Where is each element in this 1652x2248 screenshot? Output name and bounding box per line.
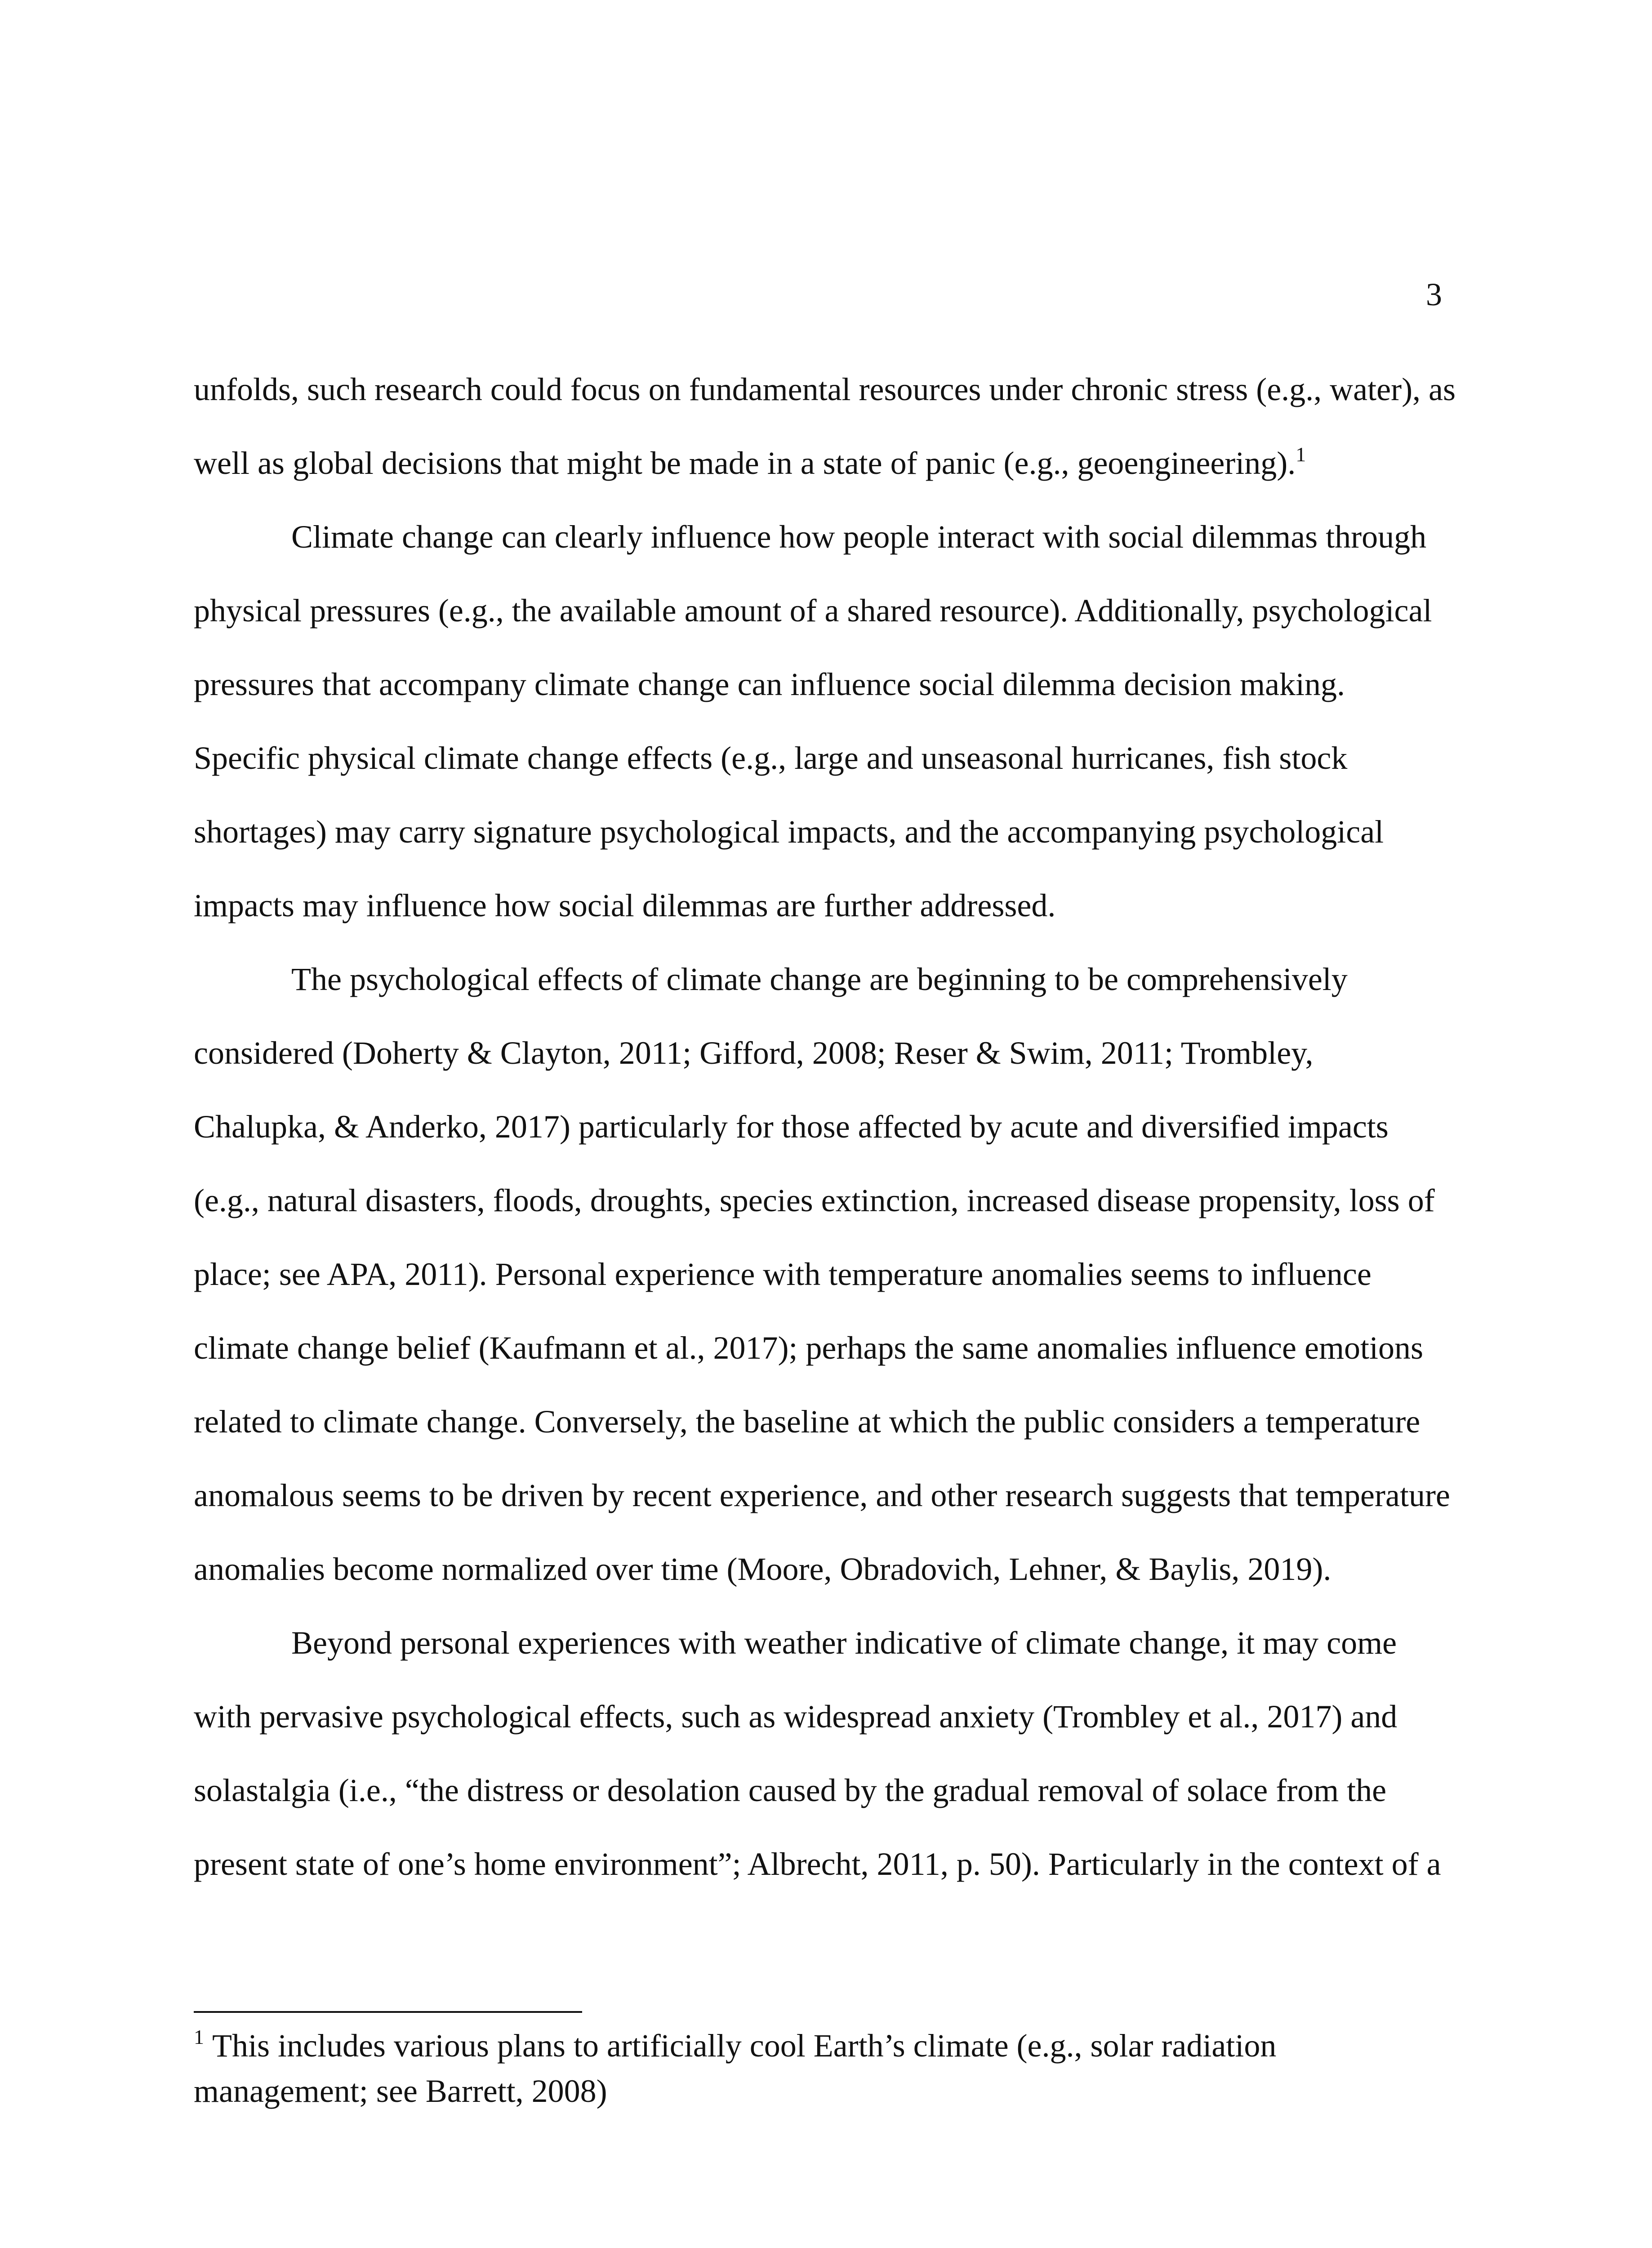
text-line: considered (Doherty & Clayton, 2011; Gifford, 2008; Reser & Swim, 2011; Trombley, — [194, 1035, 1314, 1071]
text-line: climate change belief (Kaufmann et al., 2017); perhaps the same anomalies influence emotions — [194, 1330, 1423, 1366]
text-line: physical pressures (e.g., the available amount of a shared resource). Additionally, psychological — [194, 593, 1432, 629]
body-text — [194, 352, 1461, 1901]
paragraph — [194, 1606, 1461, 1901]
text-line: with pervasive psychological effects, such as widespread anxiety (Trombley et al., 2017) and — [194, 1699, 1398, 1735]
text-line: shortages) may carry signature psychological impacts, and the accompanying psychological — [194, 814, 1384, 850]
footnote — [194, 2023, 1461, 2114]
page-number: 3 — [1426, 277, 1442, 312]
footnote-separator — [194, 2011, 582, 2013]
text-line: Climate change can clearly influence how people interact with social dilemmas through — [291, 519, 1427, 555]
text-line: anomalous seems to be driven by recent experience, and other research suggests that temperature — [194, 1477, 1450, 1513]
text-line: impacts may influence how social dilemmas are further addressed. — [194, 888, 1056, 923]
text-line: (e.g., natural disasters, floods, droughts, species extinction, increased disease propensity, loss of — [194, 1182, 1435, 1218]
footnote-text: This includes various plans to artificially cool Earth’s climate (e.g., solar radiation — [212, 2028, 1277, 2064]
text-line: anomalies become normalized over time (Moore, Obradovich, Lehner, & Baylis, 2019). — [194, 1551, 1331, 1587]
text-line: solastalgia (i.e., “the distress or desolation caused by the gradual removal of solace from the — [194, 1772, 1387, 1808]
text-line: Specific physical climate change effects (e.g., large and unseasonal hurricanes, fish stock — [194, 740, 1348, 776]
text-line: place; see APA, 2011). Personal experience with temperature anomalies seems to influence — [194, 1256, 1371, 1292]
text-line — [194, 426, 1461, 500]
footnote-reference: 1 — [1296, 443, 1306, 466]
paragraph — [194, 942, 1461, 1606]
text-line: present state of one’s home environment”; Albrecht, 2011, p. 50). Particularly in the context of a — [194, 1846, 1441, 1882]
text-line: unfolds, such research could focus on fundamental resources under chronic stress (e.g., water), as — [194, 371, 1456, 407]
text-line: The psychological effects of climate change are beginning to be comprehensively — [291, 961, 1348, 997]
text-line: related to climate change. Conversely, the baseline at which the public considers a temperature — [194, 1404, 1420, 1440]
paragraph — [194, 500, 1461, 942]
footnote-line: management; see Barrett, 2008) — [194, 2073, 607, 2109]
text-line: pressures that accompany climate change can influence social dilemma decision making. — [194, 666, 1345, 702]
text-line: Chalupka, & Anderko, 2017) particularly for those affected by acute and diversified impacts — [194, 1109, 1389, 1145]
footnote-marker: 1 — [194, 2025, 204, 2048]
footnote-line — [194, 2023, 1461, 2069]
text-line-content: well as global decisions that might be made in a state of panic (e.g., geoengineering). — [194, 445, 1296, 481]
text-line: Beyond personal experiences with weather indicative of climate change, it may come — [291, 1625, 1397, 1661]
paragraph — [194, 352, 1461, 500]
